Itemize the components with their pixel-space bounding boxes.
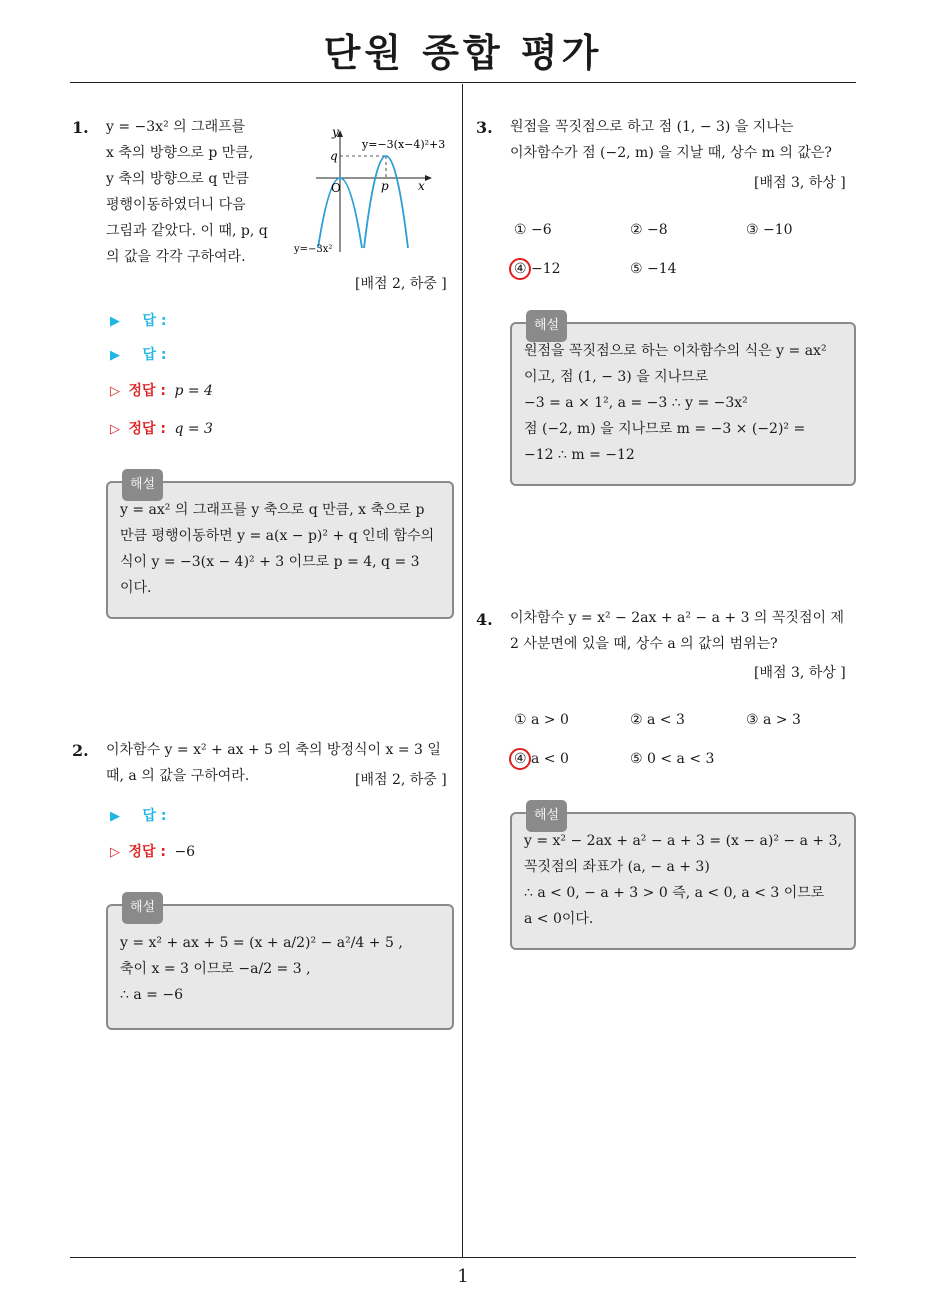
- choice-2[interactable]: ② −8: [630, 222, 668, 238]
- q1-line: x 축의 방향으로 p 만큼,: [106, 145, 254, 161]
- graph-origin-label: O: [331, 181, 341, 195]
- q1-answer-row-1: [110, 310, 166, 330]
- solution-line: y = x² + ax + 5 = (x + a/2)² − a²/4 + 5 ,: [120, 935, 403, 951]
- solution-line: −12 ∴ m = −12: [524, 447, 635, 463]
- bottom-rule: [70, 1257, 856, 1258]
- q3-text: [510, 114, 860, 166]
- answer-label: 답 :: [142, 313, 167, 329]
- solution-tag: 해설: [526, 310, 567, 342]
- q1-solution-box: [106, 477, 454, 619]
- q1-line: 의 값을 각각 구하여라.: [106, 249, 246, 265]
- q2-answer-row: [110, 805, 166, 825]
- correct-label: 정답 :: [128, 421, 166, 437]
- choice-1[interactable]: ① a > 0: [514, 712, 569, 728]
- q2-solution-box: [106, 900, 454, 1030]
- q1-text: [106, 114, 296, 270]
- correct-label: 정답 :: [128, 844, 166, 860]
- graph-p-label: p: [381, 179, 389, 193]
- choice-4-label: ④ a < 0: [514, 751, 569, 767]
- correct-value: −6: [174, 844, 196, 860]
- q4-line: 2 사분면에 있을 때, 상수 a 의 값의 범위는?: [510, 636, 778, 652]
- choice-4[interactable]: [514, 751, 569, 767]
- choice-3[interactable]: ③ −10: [746, 222, 793, 238]
- answer-label: 답 :: [142, 347, 167, 363]
- q2-correct-row: [110, 841, 195, 861]
- solution-line: 만큼 평행이동하면 y = a(x − p)² + q 인데 함수의: [120, 528, 435, 544]
- q4-line: 이차함수 y = x² − 2ax + a² − a + 3 의 꼭짓점이 제: [510, 610, 844, 626]
- correct-arrow-icon: ▷: [110, 845, 120, 860]
- solution-line: ∴ a = −6: [120, 987, 183, 1003]
- q2-line: 이차함수 y = x² + ax + 5 의 축의 방정식이 x = 3 일: [106, 742, 441, 758]
- choice-3[interactable]: ③ a > 3: [746, 712, 801, 728]
- q1-meta: [배점 2, 하중 ]: [355, 276, 447, 292]
- solution-tag: 해설: [122, 469, 163, 501]
- choice-5[interactable]: ⑤ −14: [630, 261, 677, 277]
- solution-line: ∴ a < 0, − a + 3 > 0 즉, a < 0, a < 3 이므로: [524, 885, 825, 901]
- choice-4-label: ④ −12: [514, 261, 561, 277]
- q2-number: 2.: [72, 741, 89, 760]
- q3-number: 3.: [476, 118, 493, 137]
- q3-meta: [배점 3, 하상 ]: [754, 175, 846, 191]
- solution-line: 축이 x = 3 이므로 −a/2 = 3 ,: [120, 961, 311, 977]
- solution-tag: 해설: [526, 800, 567, 832]
- column-divider: [462, 84, 463, 1258]
- answer-arrow-icon: ▶: [110, 809, 120, 824]
- solution-line: y = ax² 의 그래프를 y 축으로 q 만큼, x 축으로 p: [120, 502, 425, 518]
- graph-curve2-label: y=−3x²: [294, 244, 333, 255]
- correct-arrow-icon: ▷: [110, 384, 120, 399]
- solution-line: a < 0이다.: [524, 911, 594, 927]
- choice-2[interactable]: ② a < 3: [630, 712, 685, 728]
- graph-q-label: q: [330, 149, 338, 163]
- solution-tag: 해설: [122, 892, 163, 924]
- correct-arrow-icon: ▷: [110, 422, 120, 437]
- q1-correct-row-1: [110, 380, 213, 400]
- correct-label: 정답 :: [128, 383, 166, 399]
- q1-number: 1.: [72, 118, 89, 137]
- solution-line: y = x² − 2ax + a² − a + 3 = (x − a)² − a + 3,: [524, 833, 842, 849]
- q4-text: [510, 605, 860, 657]
- q3-solution-box: [510, 318, 856, 486]
- q3-line: 이차함수가 점 (−2, m) 을 지날 때, 상수 m 의 값은?: [510, 145, 832, 161]
- q4-meta: [배점 3, 하상 ]: [754, 665, 846, 681]
- page-number: 1: [457, 1266, 469, 1287]
- graph-curve1-label: y=−3(x−4)²+3: [362, 138, 446, 151]
- choice-4[interactable]: [514, 261, 561, 277]
- solution-line: 이고, 점 (1, − 3) 을 지나므로: [524, 369, 709, 385]
- solution-line: 꼭짓점의 좌표가 (a, − a + 3): [524, 859, 710, 875]
- top-rule: [70, 82, 856, 83]
- q4-solution-box: [510, 808, 856, 950]
- answer-label: 답 :: [142, 808, 167, 824]
- solution-line: 식이 y = −3(x − 4)² + 3 이므로 p = 4, q = 3: [120, 554, 420, 570]
- q1-line: y = −3x² 의 그래프를: [106, 119, 246, 135]
- choice-1[interactable]: ① −6: [514, 222, 552, 238]
- q4-number: 4.: [476, 610, 493, 629]
- choice-5[interactable]: ⑤ 0 < a < 3: [630, 751, 715, 767]
- answer-mark-circle: [509, 258, 531, 280]
- correct-value: q = 3: [174, 421, 213, 437]
- q2-line: 때, a 의 값을 구하여라.: [106, 768, 250, 784]
- graph-x-arrow: [425, 175, 432, 181]
- page-title: 단원 종합 평가: [323, 31, 603, 75]
- answer-mark-circle: [509, 748, 531, 770]
- solution-line: −3 = a × 1², a = −3 ∴ y = −3x²: [524, 395, 748, 411]
- q1-correct-row-2: [110, 418, 213, 438]
- q4-choices: [514, 712, 854, 772]
- q1-graph: [290, 120, 460, 260]
- correct-value: p = 4: [174, 383, 213, 399]
- answer-arrow-icon: ▶: [110, 314, 120, 329]
- q3-choices: [514, 222, 854, 282]
- solution-line: 이다.: [120, 580, 152, 596]
- graph-y-label: y: [332, 125, 339, 139]
- graph-x-label: x: [418, 179, 425, 193]
- solution-line: 원점을 꼭짓점으로 하는 이차함수의 식은 y = ax²: [524, 343, 827, 359]
- answer-arrow-icon: ▶: [110, 348, 120, 363]
- solution-line: 점 (−2, m) 을 지나므로 m = −3 × (−2)² =: [524, 421, 806, 437]
- q1-answer-row-2: [110, 344, 166, 364]
- q3-line: 원점을 꼭짓점으로 하고 점 (1, − 3) 을 지나는: [510, 119, 794, 135]
- q1-line: y 축의 방향으로 q 만큼: [106, 171, 249, 187]
- q1-line: 그림과 같았다. 이 때, p, q: [106, 223, 268, 239]
- q1-line: 평행이동하였더니 다음: [106, 197, 246, 213]
- q2-meta: [배점 2, 하중 ]: [355, 772, 447, 788]
